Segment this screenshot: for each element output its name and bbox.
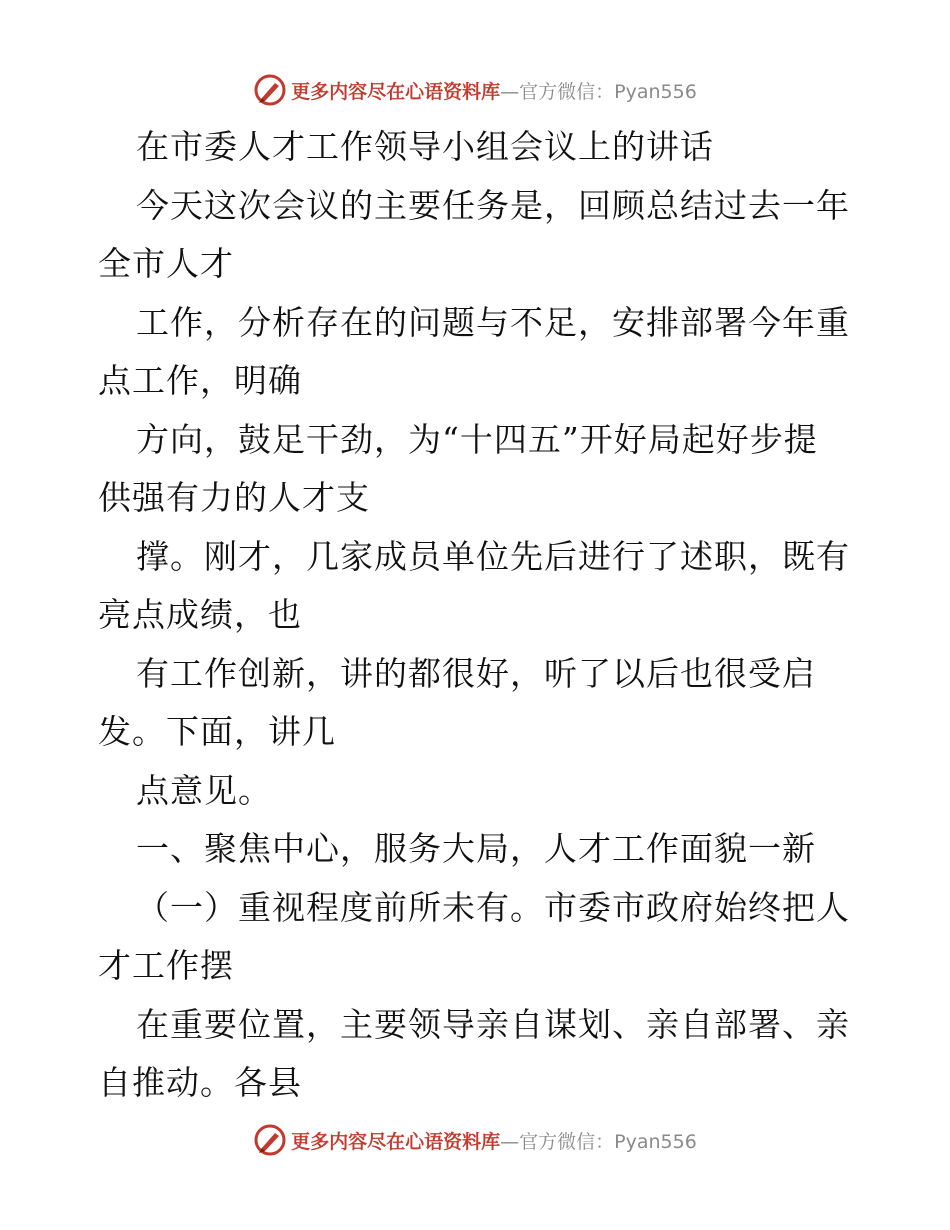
text-line: 发。下面，讲几 xyxy=(98,712,336,751)
text-line: 方向，鼓足干劲，为“十四五”开好局起好步提 xyxy=(136,419,818,459)
watermark-sub-text: —官方微信：Pyan556 xyxy=(500,1130,697,1153)
text-line: 供强有力的人才支 xyxy=(98,478,370,517)
text-line: 自推动。各县 xyxy=(98,1063,302,1102)
text-line: 点意见。 xyxy=(136,770,272,810)
watermark-header xyxy=(0,72,950,108)
text-line: 有工作创新，讲的都很好，听了以后也很受启 xyxy=(136,653,816,693)
text-line: 亮点成绩，也 xyxy=(98,595,302,634)
text-line: 才工作摆 xyxy=(98,946,234,985)
section-heading: 一、聚焦中心，服务大局，人才工作面貌一新 xyxy=(136,829,816,868)
document-title: 在市委人才工作领导小组会议上的讲话 xyxy=(136,127,714,166)
watermark-footer xyxy=(0,1122,950,1158)
watermark-main-text: 更多内容尽在心语资料库 xyxy=(291,80,501,103)
document-body xyxy=(98,118,868,1113)
text-line: 撑。刚才，几家成员单位先后进行了述职，既有 xyxy=(136,536,850,576)
watermark-sub-text: —官方微信：Pyan556 xyxy=(500,80,697,103)
watermark-main-text: 更多内容尽在心语资料库 xyxy=(291,1130,501,1153)
text-line: 今天这次会议的主要任务是，回顾总结过去一年 xyxy=(136,185,850,225)
text-line: 工作，分析存在的问题与不足，安排部署今年重 xyxy=(136,302,850,342)
subsection-heading: （一）重视程度前所未有。市委市政府始终把人 xyxy=(136,887,850,927)
pen-logo-icon xyxy=(253,73,287,107)
text-line: 在重要位置，主要领导亲自谋划、亲自部署、亲 xyxy=(136,1004,850,1044)
pen-logo-icon xyxy=(253,1123,287,1157)
text-line: 全市人才 xyxy=(98,244,234,283)
text-line: 点工作，明确 xyxy=(98,361,302,400)
